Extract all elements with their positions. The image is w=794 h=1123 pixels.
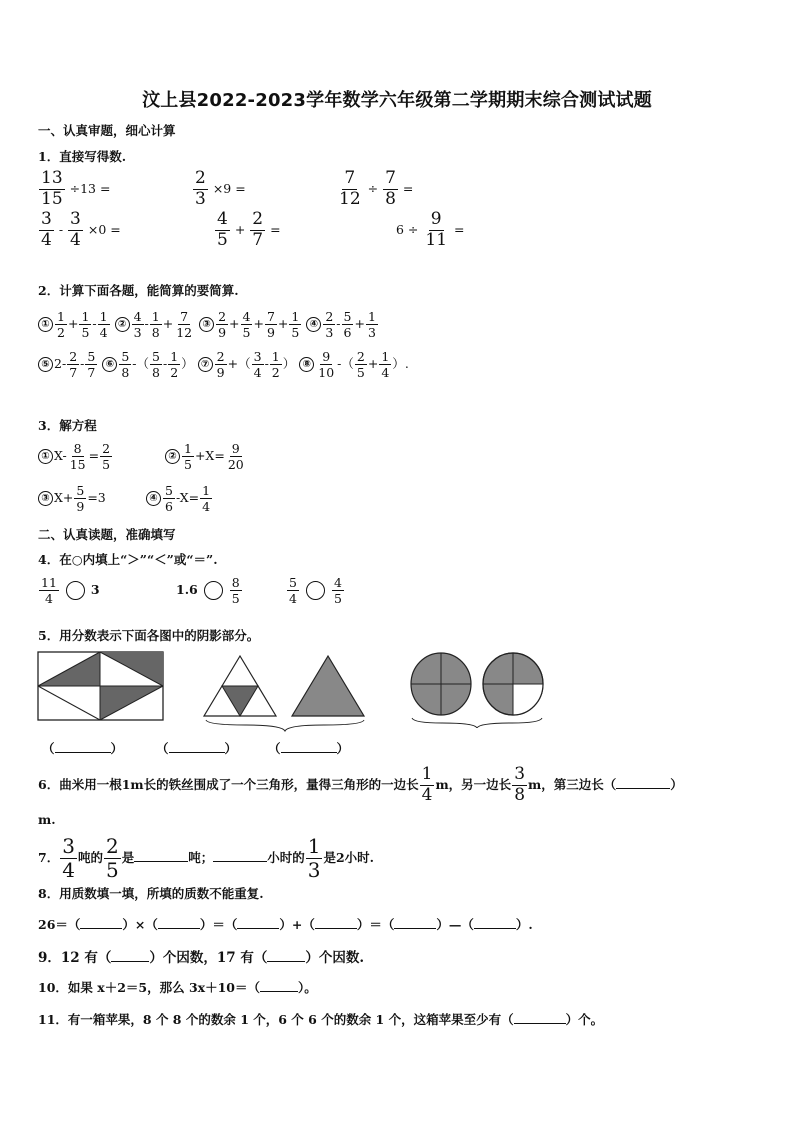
q10-text: 10．如果 x＋2＝5，那么 3x＋10＝（ ）。	[38, 980, 317, 995]
q8-blank[interactable]	[394, 928, 436, 929]
q4-label: 4．在○内填上“＞”“＜”或“＝”.	[38, 552, 218, 567]
q5-answer-2[interactable]: （ ）	[156, 741, 238, 756]
q1-item-2: $\frac{2}{3}$ ×9 =	[195, 168, 246, 209]
compare-circle[interactable]	[66, 581, 85, 600]
q9-text: 9．12 有（ ）个因数，17 有（ ）个因数.	[38, 950, 365, 966]
q8-blank[interactable]	[237, 928, 279, 929]
q8-blank[interactable]	[315, 928, 357, 929]
q3-eq-2: ② $\frac{1}{5}$ +X= $\frac{9}{20}$	[165, 442, 247, 471]
q1-label: 1．直接写得数.	[38, 149, 127, 164]
q11-text: 11．有一箱苹果，8 个 8 个的数余 1 个，6 个 6 个的数余 1 个，这箱苹果至少有（ ）个。	[38, 1012, 604, 1027]
q4-compare-2: 1.6 $\frac{8}{5}$	[176, 575, 240, 607]
q8-blank[interactable]	[474, 928, 516, 929]
triangles-figure	[200, 652, 372, 734]
q8-equation: 26＝（ ）×（ ）＝（ ）+（ ）＝（ ）—（ ）.	[38, 917, 533, 932]
q7-blank-1[interactable]	[134, 861, 188, 862]
page-title: 汶上县2022-2023学年数学六年级第二学期期末综合测试试题	[142, 90, 652, 111]
q6-text: 6．曲米用一根1m长的铁丝围成了一个三角形，量得三角形的一边长 $\frac{1}{4}$ m，另一边长 $\frac{3}{8}$ m，第三边长（ ）	[38, 764, 683, 805]
q8-label: 8．用质数填一填，所填的质数不能重复.	[38, 886, 264, 901]
rectangle-figure	[36, 650, 166, 724]
compare-circle[interactable]	[306, 581, 325, 600]
q9-blank-2[interactable]	[267, 961, 305, 962]
q2-row-2: ⑤ 2- $\frac{2}{7}$ - $\frac{5}{7}$ ⑥ $\frac{5}{8}$ -（ $\frac{5}{8}$ - $\frac{1}{2}$ ） ⑦ $\frac{2}{9}$ +（ $\frac{3}{4}$ - $\frac{1}{2}$ ） ⑧ $\frac{9}{10}$ -（ $\frac{2}{5}$ + $\frac{1}{4}$ ）.	[38, 350, 409, 379]
q7-text: 7． $\frac{3}{4}$ 吨的 $\frac{2}{5}$ 是 吨； 小时的 $\frac{1}{3}$ 是2小时.	[38, 834, 375, 882]
q2-label: 2．计算下面各题，能简算的要简算.	[38, 283, 239, 298]
q2-row-1: ① $\frac{1}{2}$ + $\frac{1}{5}$ - $\frac{1}{4}$ ② $\frac{4}{3}$ - $\frac{1}{8}$ + $\frac{7}{12}$ ③ $\frac{2}{9}$ + $\frac{4}{5}$ + $\frac{7}{9}$ + $\frac{1}{5}$ ④ $\frac{2}{3}$ - $\frac{5}{6}$ + $\frac{1}{3}$	[38, 310, 379, 339]
q6-answer-blank[interactable]	[616, 788, 670, 789]
q3-eq-4: ④ $\frac{5}{6}$ -X= $\frac{1}{4}$	[146, 484, 213, 513]
q1-item-5: $\frac{4}{5}$ + $\frac{2}{7}$ =	[217, 209, 281, 250]
section-2-heading: 二、认真读题，准确填写	[38, 527, 176, 542]
q10-blank[interactable]	[260, 991, 298, 992]
q5-answer-1[interactable]: （ ）	[42, 741, 124, 756]
q9-blank-1[interactable]	[111, 961, 149, 962]
q1-item-6: 6 ÷ $\frac{9}{11}$ =	[396, 209, 465, 250]
q11-blank[interactable]	[514, 1023, 566, 1024]
circles-figure	[406, 650, 548, 728]
q8-blank[interactable]	[158, 928, 200, 929]
q4-compare-3: $\frac{5}{4}$ $\frac{4}{5}$	[289, 575, 342, 607]
q1-item-1: $\frac{13}{15}$ ÷13 =	[41, 168, 111, 209]
q6-unit: m.	[38, 812, 56, 827]
q3-eq-3: ③ X+ $\frac{5}{9}$ =3	[38, 484, 106, 513]
q5-answer-3[interactable]: （ ）	[268, 741, 350, 756]
section-1-heading: 一、认真审题，细心计算	[38, 123, 176, 138]
q4-compare-1: $\frac{11}{4}$ 3	[41, 575, 100, 607]
q3-eq-1: ① X- $\frac{8}{15}$ = $\frac{2}{5}$	[38, 442, 113, 471]
compare-circle[interactable]	[204, 581, 223, 600]
q8-blank[interactable]	[80, 928, 122, 929]
q1-item-3: $\frac{7}{12}$ ÷ $\frac{7}{8}$ =	[339, 168, 414, 209]
q5-label: 5．用分数表示下面各图中的阴影部分。	[38, 628, 260, 643]
q3-label: 3．解方程	[38, 418, 97, 433]
q1-item-4: $\frac{3}{4}$ - $\frac{3}{4}$ ×0 =	[41, 209, 121, 250]
q7-blank-2[interactable]	[213, 861, 267, 862]
